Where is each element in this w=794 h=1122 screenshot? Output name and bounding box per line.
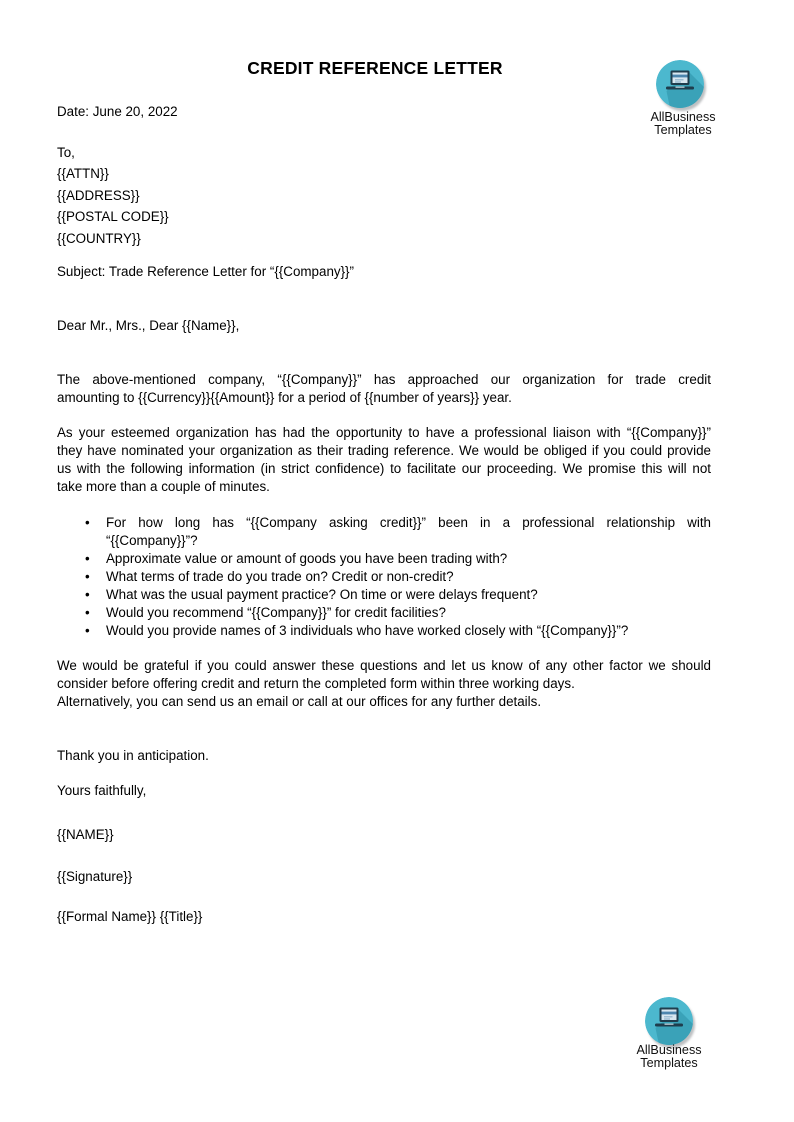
laptop-icon xyxy=(656,60,704,108)
intro-paragraph xyxy=(57,371,711,407)
subject-line: Subject: Trade Reference Letter for “{{Company}}” xyxy=(57,264,354,279)
signature-name-placeholder: {{NAME}} xyxy=(57,827,114,842)
request-paragraph xyxy=(57,424,711,496)
paragraph-line: As your esteemed organization has had the opportunity to have a professional liaison with “{{Company}}” xyxy=(57,425,711,440)
signature-formal-name: {{Formal Name}} {{Title}} xyxy=(57,909,203,924)
closing-paragraph xyxy=(57,657,711,711)
salutation: Dear Mr., Mrs., Dear {{Name}}, xyxy=(57,318,240,333)
paragraph-line: they have nominated your organization as their trading reference. We would be obliged if you could provide xyxy=(57,443,711,458)
question-line: • Approximate value or amount of goods you have been trading with? xyxy=(106,551,508,566)
question-line: • What was the usual payment practice? On time or were delays frequent? xyxy=(106,587,538,602)
recipient-country: {{COUNTRY}} xyxy=(57,230,141,246)
signature-placeholder: {{Signature}} xyxy=(57,869,133,884)
paragraph-line: consider before offering credit and return the completed form within three working days. xyxy=(57,676,575,691)
brand-name-line2: Templates xyxy=(654,123,712,138)
recipient-postal-code: {{POSTAL CODE}} xyxy=(57,209,169,225)
list-item xyxy=(57,604,711,622)
paragraph-line: The above-mentioned company, “{{Company}}” has approached our organization for trade credit xyxy=(57,372,711,387)
recipient-address: {{ADDRESS}} xyxy=(57,187,140,203)
list-item xyxy=(57,550,711,568)
brand-name-line1: AllBusiness xyxy=(650,110,716,124)
paragraph-line: take more than a couple of minutes. xyxy=(57,479,270,494)
page-title: CREDIT REFERENCE LETTER xyxy=(247,58,503,78)
question-line: • What terms of trade do you trade on? Credit or non-credit? xyxy=(106,569,454,584)
thanks-line: Thank you in anticipation. xyxy=(57,748,209,763)
recipient-attn: {{ATTN}} xyxy=(57,166,109,182)
question-line: • Would you recommend “{{Company}}” for credit facilities? xyxy=(106,605,446,620)
paragraph-line: Alternatively, you can send us an email or call at our offices for any further details. xyxy=(57,694,542,709)
paragraph-line: us with the following information (in strict confidence) to facilitate our proceeding. We promise this will not xyxy=(57,461,711,476)
list-item xyxy=(57,586,711,604)
list-item xyxy=(57,514,711,550)
brand-name-line2: Templates xyxy=(640,1056,698,1071)
brand-name-line1: AllBusiness xyxy=(636,1043,702,1057)
laptop-icon xyxy=(645,997,693,1045)
paragraph-line: amounting to {{Currency}}{{Amount}} for a period of {{number of years}} year. xyxy=(57,390,512,405)
question-line: • Would you provide names of 3 individuals who have worked closely with “{{Company}}”? xyxy=(106,623,629,638)
date-line: Date: June 20, 2022 xyxy=(57,104,178,119)
brand-name-bottom xyxy=(614,1044,724,1071)
valediction: Yours faithfully, xyxy=(57,783,147,798)
recipient-block xyxy=(57,142,711,249)
recipient-intro: To, xyxy=(57,145,75,160)
list-item xyxy=(57,568,711,586)
question-line: • For how long has “{{Company asking credit}}” been in a professional relationship with xyxy=(106,515,711,530)
question-line: “{{Company}}”? xyxy=(106,533,198,548)
questions-list xyxy=(57,514,711,640)
paragraph-line: We would be grateful if you could answer these questions and let us know of any other factor we should xyxy=(57,658,711,673)
list-item xyxy=(57,622,711,640)
